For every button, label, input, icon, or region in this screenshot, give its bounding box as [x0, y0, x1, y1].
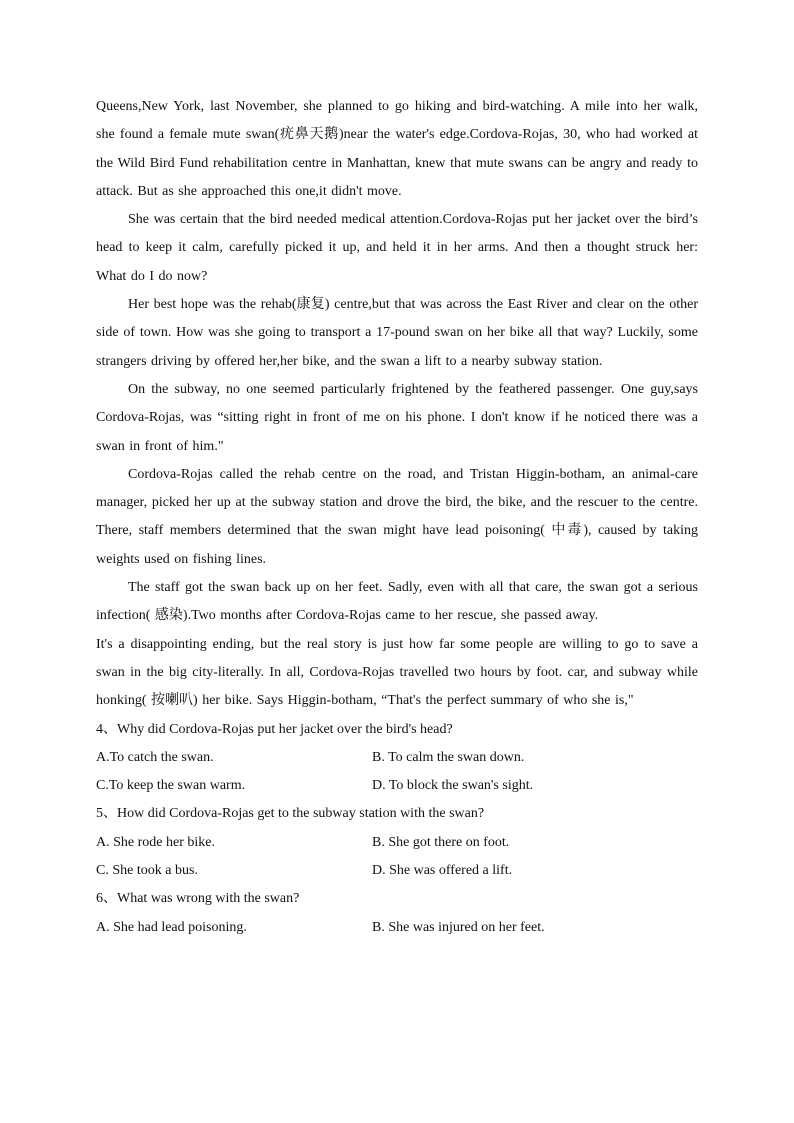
passage-paragraph-2: She was certain that the bird needed medical attention.Cordova-Rojas put her jacket over the bird’s head to keep it calm, carefully picked it up, and held it in her arms. And then a thought struck her: What do I do now? [96, 212, 698, 284]
option-d: D. She was offered a lift. [372, 863, 513, 879]
question-stem: 6、What was wrong with the swan? [96, 891, 300, 907]
passage-paragraph-6: The staff got the swan back up on her feet. Sadly, even with all that care, the swan got a serious infection( 感染).Two months after Cordova-Rojas came to her rescue, she passed away. [96, 580, 698, 624]
document-page [96, 93, 698, 942]
answer-options [96, 914, 698, 942]
question-5 [96, 800, 698, 885]
option-c: C.To keep the swan warm. [96, 778, 246, 794]
passage-paragraph-4: On the subway, no one seemed particularly frightened by the feathered passenger. One guy,says Cordova-Rojas, was “sitting right in front of me on his phone. I don't know if he noticed there was a swan in front of him." [96, 381, 698, 454]
option-a: A. She rode her bike. [96, 834, 215, 850]
question-6 [96, 885, 698, 942]
option-b: B. To calm the swan down. [372, 749, 525, 765]
passage-paragraph-7: It's a disappointing ending, but the real story is just how far some people are willing to go to save a swan in the big city-literally. In all, Cordova-Rojas travelled two hours by foot. car, and subway while honking( 按喇叭) her bike. Says Higgin-botham, “That's the perfect summary of who she is," [96, 636, 698, 709]
answer-options [96, 829, 698, 886]
question-stem: 4、Why did Cordova-Rojas put her jacket over the bird's head? [96, 721, 453, 737]
option-d: D. To block the swan's sight. [372, 778, 534, 794]
option-b: B. She got there on foot. [372, 834, 510, 850]
question-stem: 5、How did Cordova-Rojas get to the subway station with the swan? [96, 806, 485, 822]
option-b: B. She was injured on her feet. [372, 919, 545, 935]
question-4 [96, 716, 698, 801]
answer-options [96, 744, 698, 801]
passage-paragraph-1: Queens,New York, last November, she planned to go hiking and bird-watching. A mile into her walk, she found a female mute swan(疣鼻天鹅)near the water's edge.Cordova-Rojas, 30, who had worked at the Wild Bird Fund rehabilitation centre in Manhattan, knew that mute swans can be angry and ready to attack. But as she approached this one,it didn't move. [96, 99, 698, 199]
passage-paragraph-3: Her best hope was the rehab(康复) centre,but that was across the East River and clear on the other side of town. How was she going to transport a 17-pound swan on her bike all that way? Luckily, some strangers driving by offered her,her bike, and the swan a lift to a nearby subway station. [96, 297, 698, 369]
option-a: A. She had lead poisoning. [96, 919, 247, 935]
passage-paragraph-5: Cordova-Rojas called the rehab centre on the road, and Tristan Higgin-botham, an animal-care manager, picked her up at the subway station and drove the bird, the bike, and the rescuer to the centre. There, staff members determined that the swan might have lead poisoning( 中毒), caused by taking weights used on fishing lines. [96, 466, 698, 567]
option-c: C. She took a bus. [96, 863, 198, 879]
option-a: A.To catch the swan. [96, 749, 214, 765]
